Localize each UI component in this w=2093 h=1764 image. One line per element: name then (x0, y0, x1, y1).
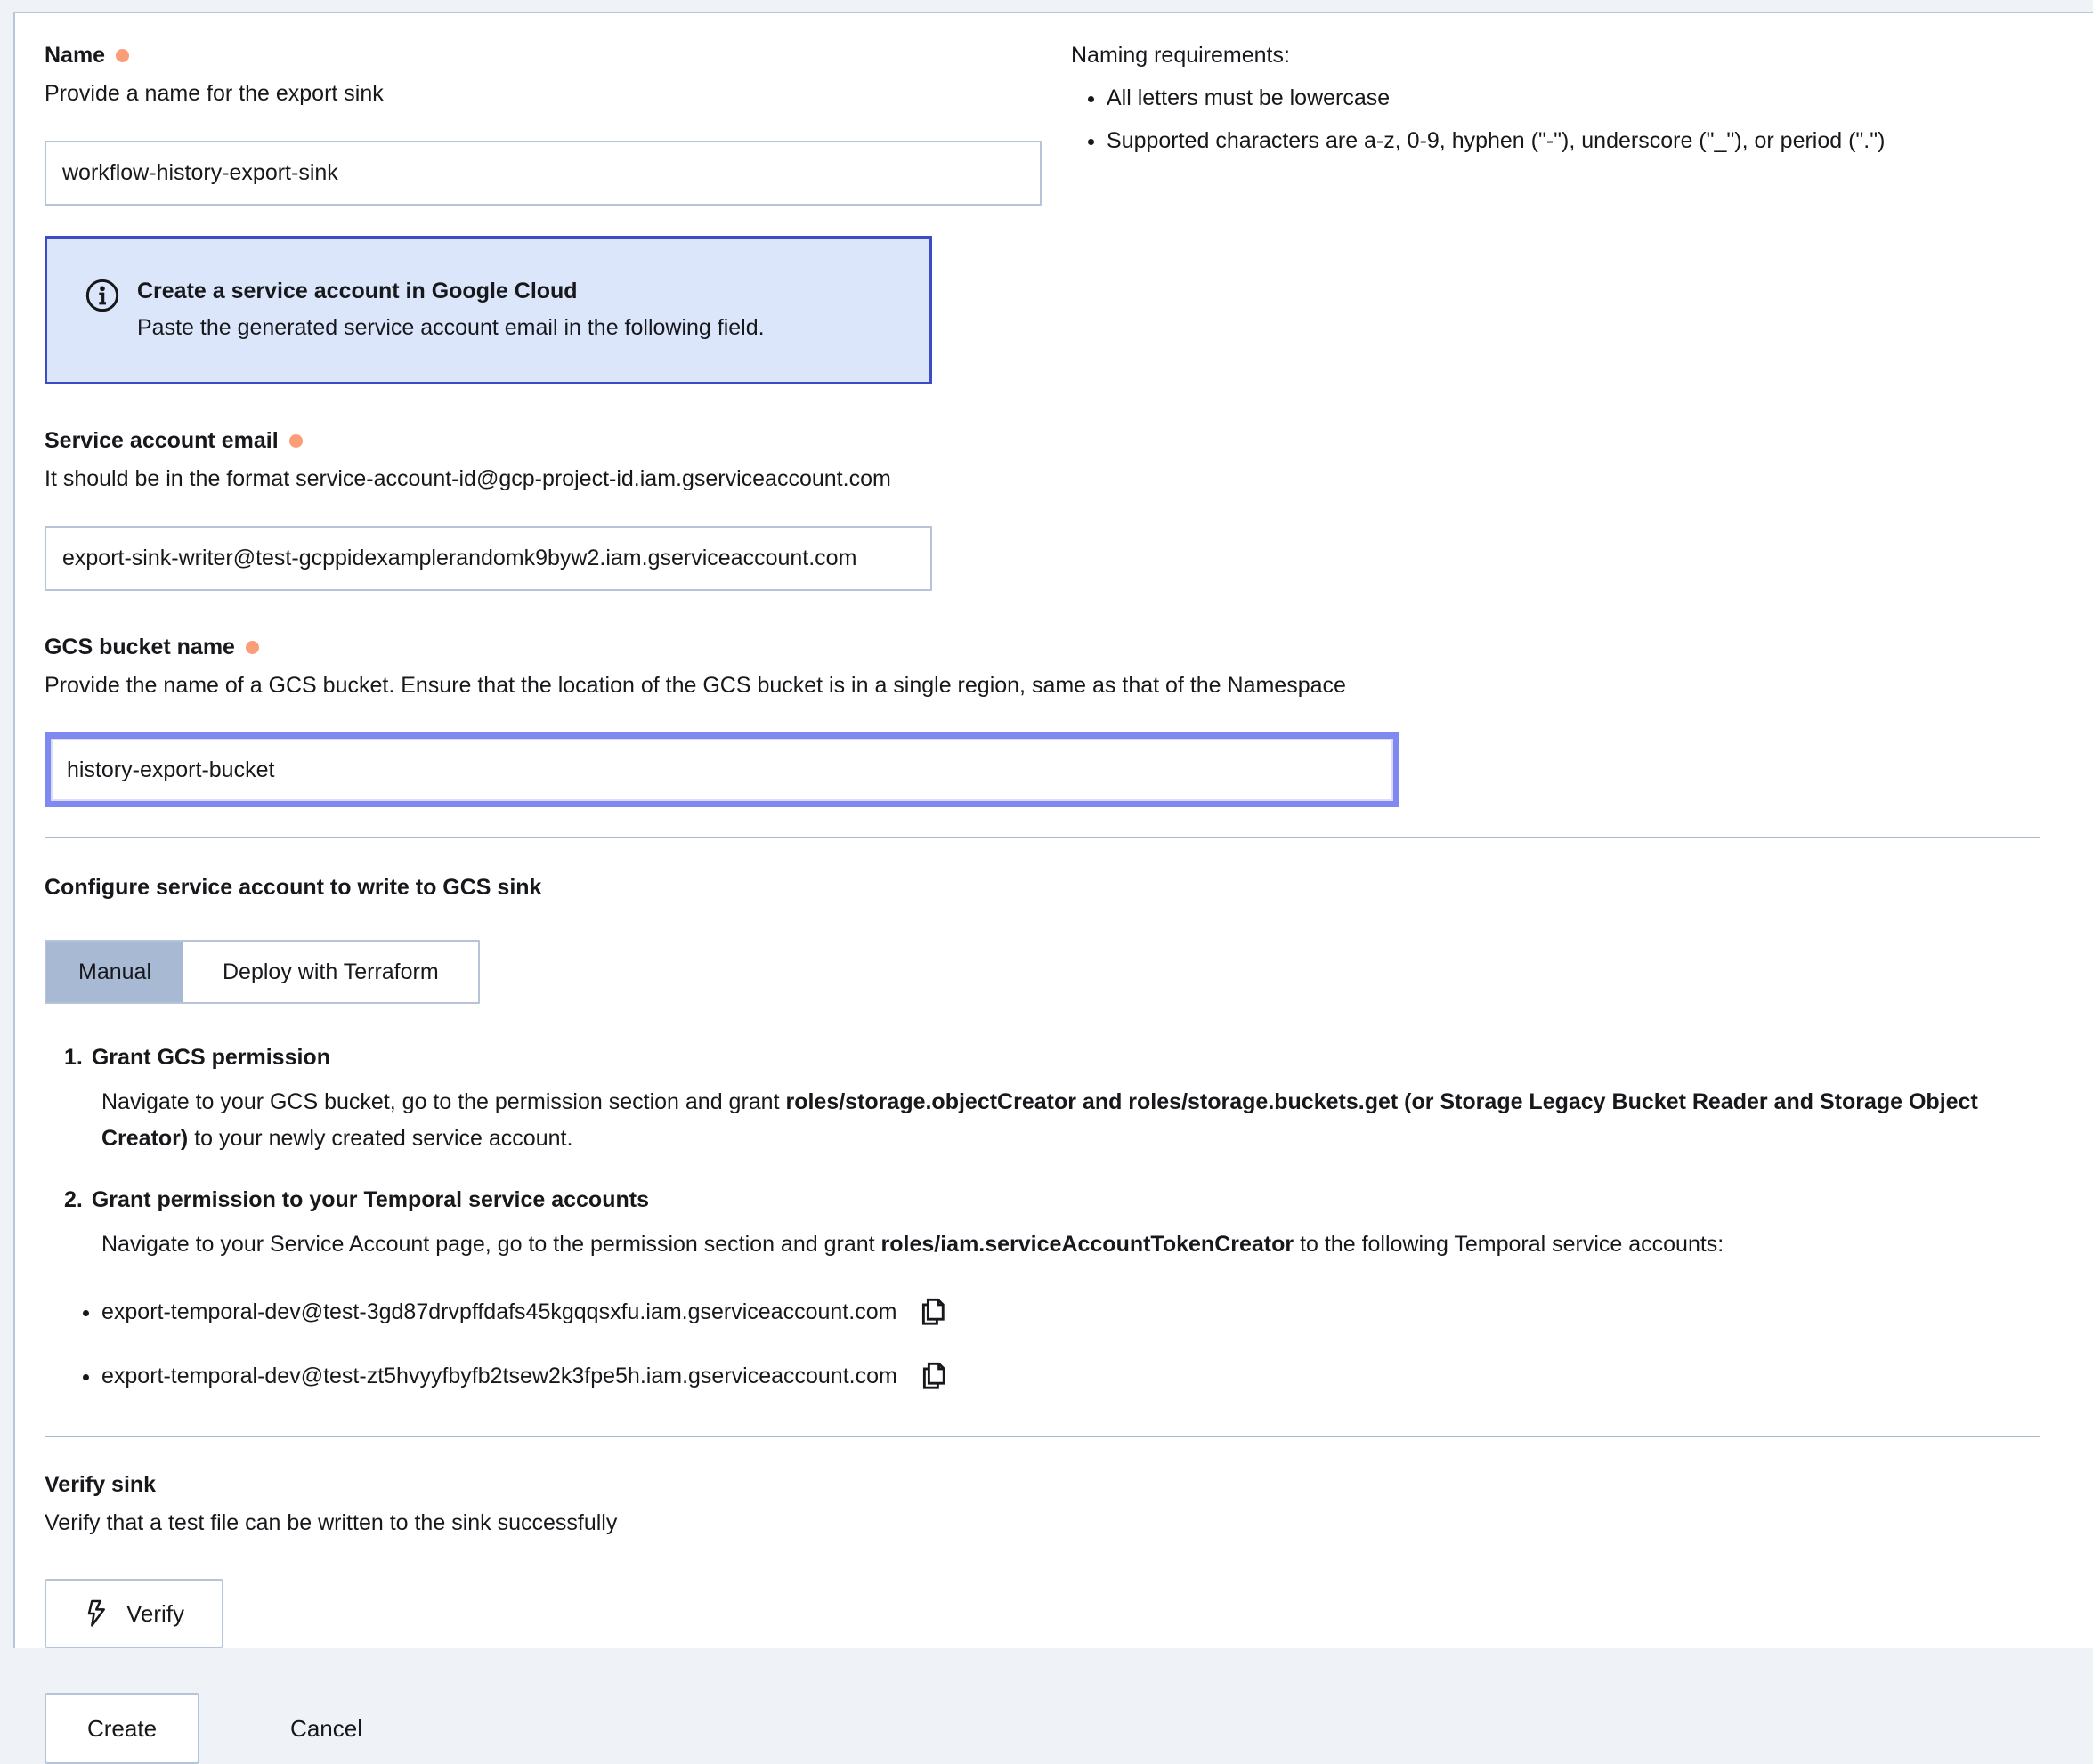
name-label-row (45, 40, 1042, 70)
list-item (101, 1361, 2040, 1391)
service-account-email-label: Service account email (45, 428, 279, 453)
required-dot-icon (116, 49, 129, 62)
copy-icon[interactable] (920, 1297, 946, 1327)
form-panel (13, 12, 2093, 1742)
lightning-bolt-icon (84, 1599, 109, 1628)
configure-tab-group (45, 940, 480, 1004)
section-divider (45, 1436, 2040, 1437)
step-number: 1. (64, 1045, 83, 1070)
export-sink-form (15, 13, 2093, 1764)
name-description: Provide a name for the export sink (45, 81, 384, 106)
list-item (101, 1297, 2040, 1327)
step-roles-bold: roles/iam.serviceAccountTokenCreator (880, 1232, 1294, 1257)
gcs-bucket-name-label: GCS bucket name (45, 635, 235, 659)
section-divider (45, 837, 2040, 838)
naming-requirement-item: • All letters must be lowercase (1107, 83, 2040, 113)
naming-requirement-item: • Supported characters are a-z, 0-9, hyphen ("-"), underscore ("_"), or period (".") (1107, 125, 2040, 156)
temporal-service-account-list (64, 1297, 2040, 1391)
verify-button[interactable] (45, 1579, 223, 1648)
required-dot-icon (246, 641, 259, 654)
gcs-bucket-name-input[interactable] (45, 732, 1399, 807)
step-text: Navigate to your Service Account page, go to the permission section and grant (101, 1232, 881, 1257)
step-roles-bold: roles/storage.objectCreator and roles/storage.buckets.get (or Storage Legacy Bucket Reader and Storage Object Creator) (101, 1089, 1978, 1151)
cancel-button[interactable]: Cancel (264, 1693, 389, 1764)
tab-manual[interactable]: Manual (46, 942, 183, 1002)
info-banner (45, 236, 932, 384)
step-text: to the following Temporal service accounts: (1294, 1232, 1724, 1257)
manual-steps (45, 1041, 2040, 1391)
verify-button-label: Verify (126, 1599, 185, 1627)
step-title: Grant permission to your Temporal service accounts (91, 1187, 649, 1212)
step-text: to your newly created service account. (188, 1126, 573, 1151)
bucket-section (45, 632, 2040, 807)
sink-name-input[interactable] (45, 141, 1042, 206)
step-text: Navigate to your GCS bucket, go to the permission section and grant (101, 1089, 786, 1114)
temporal-service-account-email: • export-temporal-dev@test-zt5hvyyfbyfb2tsew2k3fpe5h.iam.gserviceaccount.com (101, 1363, 897, 1388)
service-account-email-input[interactable] (45, 526, 932, 591)
naming-requirements (1071, 40, 2040, 206)
verify-sink-description: Verify that a test file can be written to the sink successfully (45, 1510, 618, 1535)
info-banner-title: Create a service account in Google Cloud (137, 279, 578, 303)
required-dot-icon (289, 434, 303, 448)
info-icon (85, 278, 120, 313)
step-title: Grant GCS permission (91, 1045, 330, 1070)
name-row (45, 40, 2040, 206)
create-button[interactable]: Create (45, 1693, 199, 1764)
naming-requirements-list (1071, 83, 2040, 156)
name-field-column (45, 40, 1042, 206)
service-account-email-description: It should be in the format service-account-id@gcp-project-id.iam.gserviceaccount.com (45, 466, 891, 491)
step-body (101, 1226, 2040, 1263)
step-body (101, 1084, 2040, 1157)
gcs-bucket-name-description: Provide the name of a GCS bucket. Ensure that the location of the GCS bucket is in a single region, same as that of the Namespace (45, 673, 1346, 698)
copy-icon[interactable] (921, 1361, 947, 1391)
verify-sink-heading: Verify sink (45, 1472, 157, 1497)
temporal-service-account-email: • export-temporal-dev@test-3gd87drvpffdafs45kgqqsxfu.iam.gserviceaccount.com (101, 1299, 897, 1324)
info-banner-description: Paste the generated service account email in the following field. (137, 315, 765, 340)
info-banner-text (137, 276, 765, 343)
name-label: Name (45, 43, 106, 68)
service-account-section (45, 425, 2040, 591)
form-actions (45, 1693, 2040, 1764)
step-grant-gcs-permission (64, 1041, 2040, 1157)
step-number: 2. (64, 1187, 83, 1212)
configure-heading: Configure service account to write to GCS sink (45, 875, 542, 900)
tab-deploy-with-terraform[interactable]: Deploy with Terraform (183, 942, 478, 1002)
step-grant-temporal-permission (64, 1184, 2040, 1391)
naming-requirements-title: Naming requirements: (1071, 43, 1290, 68)
